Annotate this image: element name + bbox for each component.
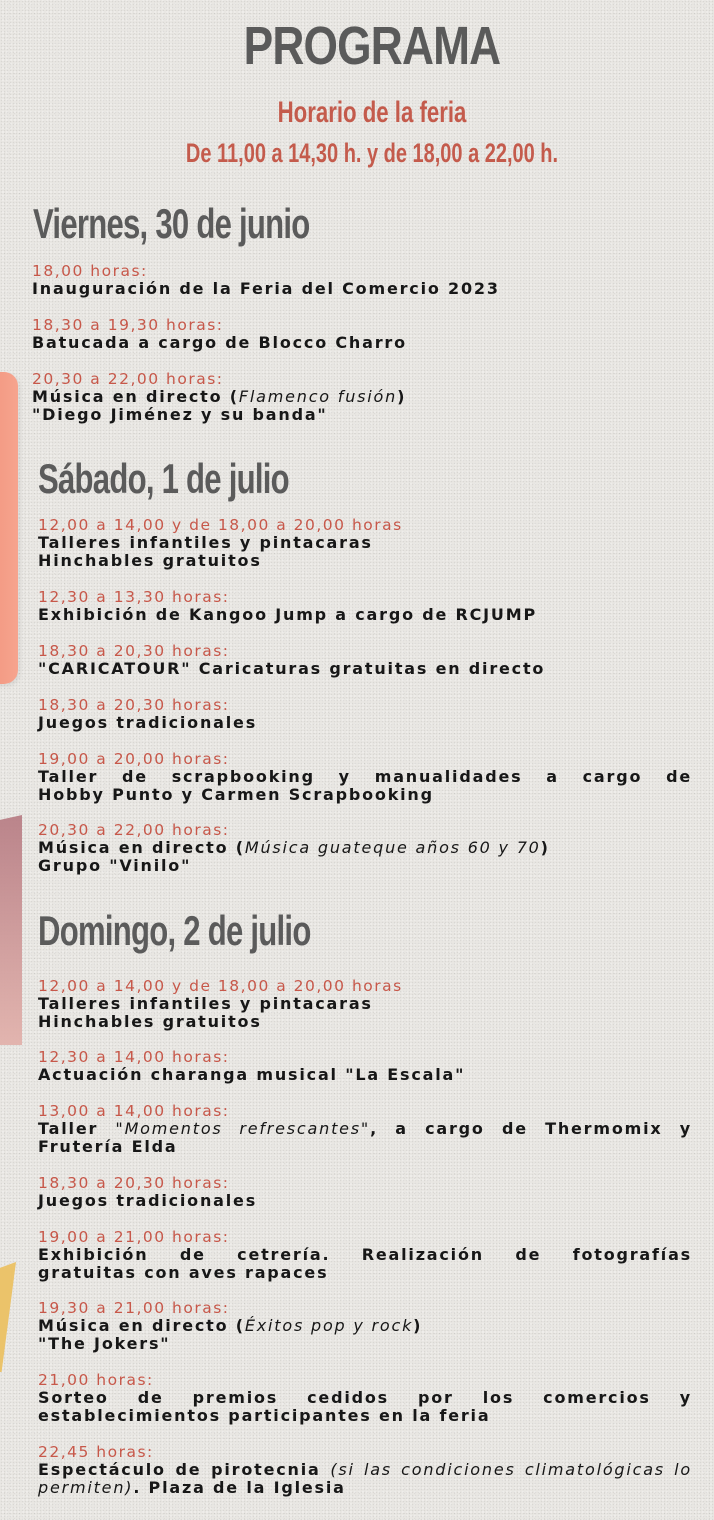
event-item [32, 263, 686, 298]
event-item [38, 1372, 692, 1424]
event-item [38, 751, 692, 803]
day-heading-friday: Viernes, 30 de junio [33, 200, 310, 247]
event-time: 18,30 a 20,30 horas: [38, 642, 230, 660]
event-time: 18,30 a 20,30 horas: [38, 1174, 230, 1192]
event-item [38, 517, 692, 569]
decorative-mauve-shape [0, 815, 22, 1045]
event-description: Taller "Momentos refrescantes", a cargo de Thermomix y Frutería Elda [38, 1119, 693, 1156]
event-time: 21,00 horas: [38, 1371, 154, 1389]
event-description: Juegos tradicionales [38, 713, 258, 732]
event-time: 12,30 a 14,00 horas: [38, 1048, 230, 1066]
event-item [38, 697, 692, 732]
event-item [38, 1175, 692, 1210]
schedule-heading: Horario de la feria [277, 96, 467, 129]
event-description: Talleres infantiles y pintacaras Hinchables gratuitos [38, 533, 373, 570]
event-time: 12,30 a 13,30 horas: [38, 588, 230, 606]
event-item [38, 822, 692, 874]
event-description: Música en directo (Música guateque años 60 y 70) Grupo "Vinilo" [38, 838, 550, 875]
event-time: 19,00 a 20,00 horas: [38, 750, 230, 768]
event-time: 22,45 horas: [38, 1443, 154, 1461]
event-item [38, 589, 692, 624]
event-time: 18,00 horas: [32, 262, 148, 280]
decorative-yellow-shape [0, 1262, 16, 1372]
day-heading-sunday: Domingo, 2 de julio [38, 907, 311, 954]
event-description: Sorteo de premios cedidos por los comercios y establecimientos participantes en la feria [38, 1388, 692, 1425]
event-description: Batucada a cargo de Blocco Charro [32, 333, 407, 352]
event-description: Exhibición de Kangoo Jump a cargo de RCJUMP [38, 605, 537, 624]
event-description: Inauguración de la Feria del Comercio 2023 [32, 279, 500, 298]
decorative-coral-shape [0, 372, 18, 684]
event-time: 18,30 a 20,30 horas: [38, 696, 230, 714]
page-title: PROGRAMA [243, 16, 501, 76]
event-time: 12,00 a 14,00 y de 18,00 a 20,00 horas [38, 516, 403, 534]
schedule-hours: De 11,00 a 14,30 h. y de 18,00 a 22,00 h. [185, 138, 559, 168]
event-description: Espectáculo de pirotecnia (si las condiciones climatológicas lo permiten). Plaza de la Iglesia [38, 1460, 692, 1497]
event-item [38, 1300, 692, 1352]
event-item [32, 317, 686, 352]
event-time: 20,30 a 22,00 horas: [32, 370, 224, 388]
event-description: Juegos tradicionales [38, 1191, 258, 1210]
event-description: Talleres infantiles y pintacaras Hinchables gratuitos [38, 994, 373, 1031]
event-description: Exhibición de cetrería. Realización de fotografías gratuitas con aves rapaces [38, 1245, 692, 1282]
event-description: Música en directo (Éxitos pop y rock) "The Jokers" [38, 1316, 423, 1353]
day-heading-saturday: Sábado, 1 de julio [38, 455, 289, 502]
event-time: 19,00 a 21,00 horas: [38, 1228, 230, 1246]
event-time: 12,00 a 14,00 y de 18,00 a 20,00 horas [38, 977, 403, 995]
event-description: Actuación charanga musical "La Escala" [38, 1065, 466, 1084]
event-item [32, 371, 686, 423]
event-time: 13,00 a 14,00 horas: [38, 1102, 230, 1120]
event-item [38, 1049, 692, 1084]
event-time: 20,30 a 22,00 horas: [38, 821, 230, 839]
event-item [38, 978, 692, 1030]
event-time: 19,30 a 21,00 horas: [38, 1299, 230, 1317]
event-item [38, 1444, 692, 1496]
event-item [38, 1229, 692, 1281]
event-time: 18,30 a 19,30 horas: [32, 316, 224, 334]
event-description: "CARICATOUR" Caricaturas gratuitas en directo [38, 659, 546, 678]
event-item [38, 1103, 692, 1155]
event-description: Taller de scrapbooking y manualidades a cargo de Hobby Punto y Carmen Scrapbooking [38, 767, 692, 804]
event-description: Música en directo (Flamenco fusión) "Diego Jiménez y su banda" [32, 387, 407, 424]
event-item [38, 643, 692, 678]
